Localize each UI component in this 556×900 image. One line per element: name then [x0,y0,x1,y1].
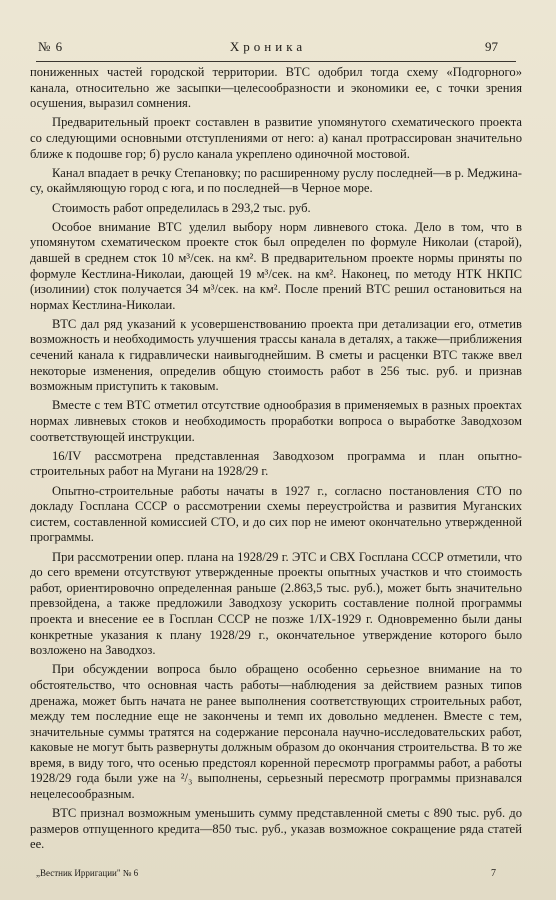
paragraph: Особое внимание ВТС уделил выбору норм ливневого стока. Дело в том, что в упомянутом схематическом проекте сток был определен по формуле Николаи (старой), давшей в среднем сток 10 м³/сек. на км². В предварительном проекте нормы приняты по формуле Кестлина-Николаи, дающей 19 м³/сек. на км². Наконец, по методу НТК НКПС (изолинии) сток получается 34 м³/сек. на км². После прений ВТС решил остановиться на нормах Кестлина-Николаи. [30,219,522,312]
paragraph: ВТС дал ряд указаний к усовершенствованию проекта при детализации его, отметив возможность и необходимость улучшения трассы канала в деталях, а также—приближения сечений канала к гидравлически наивыгоднейшим. В сметы и расценки ВТС также ввел некоторые изменения, определив общую стоимость работ в 256 тыс. руб. и признав возможным приступить к таковым. [30,316,522,394]
paragraph: пониженных частей городской территории. ВТС одобрил тогда схему «Подгорного» канала, относительно же засыпки—целесообразности и экономики ее, с точки зрения осушения, выразил сомнения. [30,65,522,111]
paragraph: 16/IV рассмотрена представленная Заводхозом программа и план опытно-строительных работ на Мугани на 1928/29 г. [30,448,522,479]
signature-mark: 7 [491,868,496,879]
paragraph: Опытно-строительные работы начаты в 1927 г., согласно постановления СТО по докладу Госплана СССР о рассмотрении схемы переустройства и развития Муганских систем, составленной комиссией СТО, и до сих пор не имеют окончательно утвержденной программы. [30,483,522,545]
page-number: 97 [485,39,498,54]
journal-name: „Вестник Ирригации" № 6 [36,868,139,878]
section-title: Хроника [229,39,307,54]
paragraph: Стоимость работ определилась в 293,2 тыс. руб. [52,200,311,215]
paragraph: Канал впадает в речку Степановку; по расширенному руслу последней—в р. Меджина-су, окаймляющую город с юга, и по последней—в Черное море. [30,165,522,196]
paragraph: При обсуждении вопроса было обращено особенно серьезное внимание на то обстоятельство, что основная часть работы—наблюдения за действием разных типов дренажа, может быть начата не ранее выполнения соответствующих строительных работ, между тем последние еще не закончены и темп их довольно медленен. Вместе с тем, значительные суммы тратятся на содержание персонала научно-исследовательских работ, каковые не могут быть развернуты должным образом до окончания строительства. В то же время, в виду того, что осенью предстоял коренной пересмотр программы работ, а работы 1928/29 года были уже на ²/₃ выполнены, серьезный пересмотр программы признавался нецелесообразным. [30,662,522,802]
header-rule [36,61,516,62]
paragraph: Вместе с тем ВТС отметил отсутствие однообразия в применяемых в разных проектах нормах ливневых стоков и необходимость проработки вопроса о выработке Заводхозом соответствующей инструкции. [30,398,522,444]
article-body [30,65,522,857]
issue-number: № 6 [38,39,64,54]
paragraph: Предварительный проект составлен в развитие упомянутого схематического проекта со следующими основными отступлениями от него: а) канал протрассирован значительно ближе к подошве гор; б) русло канала укреплено одиночной мостовой. [30,115,522,161]
page-footer [36,868,496,882]
paragraph: ВТС признал возможным уменьшить сумму представленной сметы с 890 тыс. руб. до размеров отпущенного кредита—850 тыс. руб., указав возможное сокращение ряда статей ее. [30,806,522,852]
running-header [38,39,498,57]
paragraph: При рассмотрении опер. плана на 1928/29 г. ЭТС и СВХ Госплана СССР отметили, что до сего времени отсутствуют утвержденные проекты опытных участков и что стоимость работ, ориентировочно определенная раньше (2.863,5 тыс. руб.), может быть значительно превзойдена, а также предложили Заводхозу ускорить составление полной программы проекта и внесение ее в Госплан СССР не позже 1/IX-1929 г. Одновременно были даны конкретные указания к плану 1928/29 г., окончательное утверждение которого было возложено на Заводхоз. [30,549,522,658]
